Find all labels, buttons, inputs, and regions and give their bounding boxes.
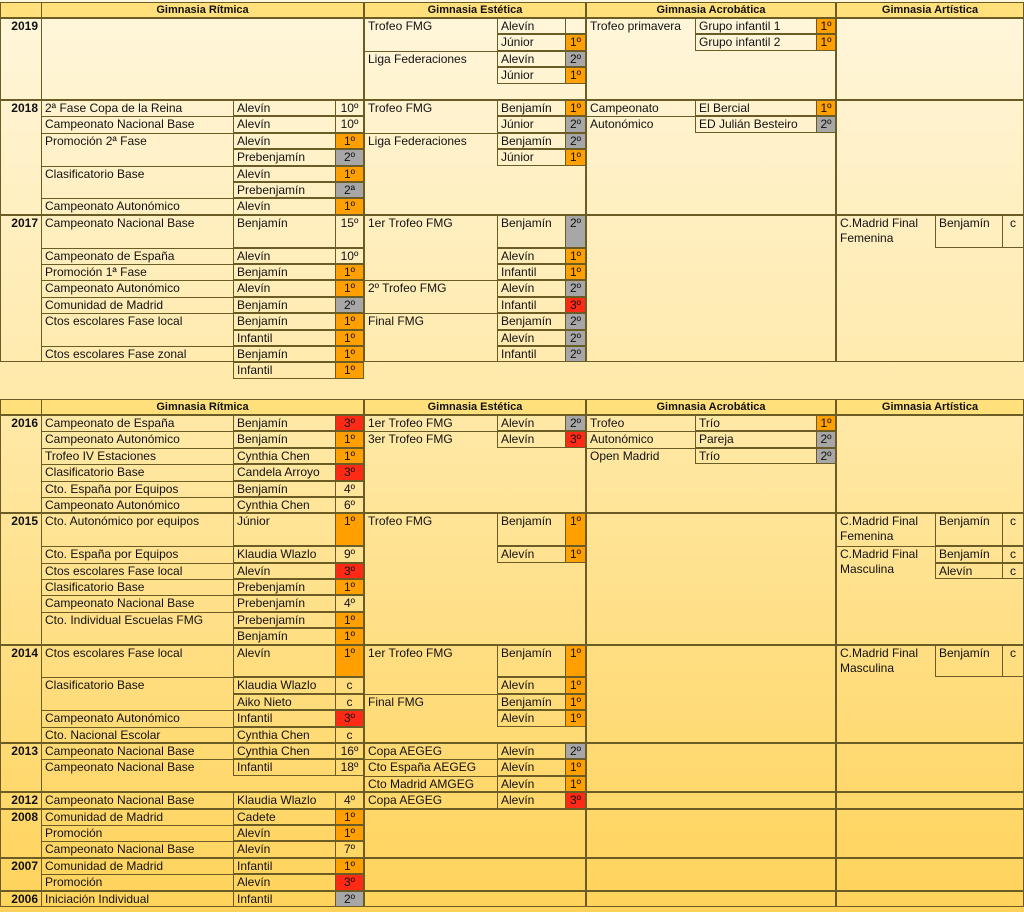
ritmica-competition: Ctos escolares Fase local xyxy=(41,563,233,579)
estetica-result: 2º xyxy=(565,313,586,329)
artistica-result: c xyxy=(1002,546,1024,562)
ritmica-competition: Cto. Nacional Escolar xyxy=(41,727,233,743)
acrobatica-result: 1º xyxy=(816,415,836,431)
acrobatica-competition: Autonómico xyxy=(586,431,695,447)
estetica-result: 1º xyxy=(565,710,586,726)
acrobatica-result: 1º xyxy=(816,34,836,50)
ritmica-category: Candela Arroyo xyxy=(233,464,335,480)
ritmica-result: 4º xyxy=(335,595,364,611)
estetica-category: Alevín xyxy=(497,743,565,759)
estetica-category: Benjamín xyxy=(497,694,565,710)
year-block-frame xyxy=(836,18,1024,100)
ritmica-result: 1º xyxy=(335,513,364,546)
artistica-result: c xyxy=(1002,563,1024,579)
year-block-frame xyxy=(586,792,836,808)
ritmica-competition: Ctos escolares Fase local xyxy=(41,313,233,329)
ritmica-result: 1º xyxy=(335,858,364,874)
acrobatica-result: 2º xyxy=(816,448,836,464)
estetica-category: Júnior xyxy=(497,34,565,50)
ritmica-result: 2º xyxy=(335,149,364,165)
estetica-result: 1º xyxy=(565,100,586,116)
year-block-frame xyxy=(836,743,1024,792)
estetica-category: Alevín xyxy=(497,51,565,67)
acrobatica-competition: Open Madrid xyxy=(586,448,695,464)
acrobatica-competition: Campeonato xyxy=(586,100,695,116)
ritmica-result: 1º xyxy=(335,809,364,825)
estetica-category: Alevín xyxy=(497,710,565,726)
acrobatica-category: Pareja xyxy=(695,431,816,447)
ritmica-result: 10º xyxy=(335,116,364,132)
acrobatica-category: Grupo infantil 2 xyxy=(695,34,816,50)
estetica-result: 3º xyxy=(565,792,586,808)
ritmica-competition: Campeonato Autonómico xyxy=(41,710,233,726)
year-label: 2012 xyxy=(0,792,41,808)
year-label: 2006 xyxy=(0,891,41,907)
ritmica-competition: Comunidad de Madrid xyxy=(41,809,233,825)
ritmica-result: 10º xyxy=(335,248,364,264)
header-0: Gimnasia Rítmica xyxy=(41,399,364,415)
ritmica-competition: 2ª Fase Copa de la Reina xyxy=(41,100,233,116)
estetica-category: Alevín xyxy=(497,280,565,296)
year-block-frame xyxy=(364,891,586,907)
ritmica-result: 1º xyxy=(335,166,364,182)
artistica-competition: C.Madrid Final Masculina xyxy=(836,546,935,579)
artistica-category: Benjamín xyxy=(935,513,1002,546)
header-3: Gimnasia Artística xyxy=(836,399,1024,415)
ritmica-category: Benjamín xyxy=(233,297,335,313)
year-block-frame xyxy=(586,645,836,743)
estetica-competition: Liga Federaciones xyxy=(364,133,497,149)
estetica-result xyxy=(565,18,586,34)
acrobatica-category: ED Julián Besteiro xyxy=(695,116,816,132)
header-1: Gimnasia Estética xyxy=(364,399,586,415)
ritmica-category: Alevín xyxy=(233,116,335,132)
ritmica-category: Prebenjamín xyxy=(233,579,335,595)
ritmica-result: c xyxy=(335,694,364,710)
ritmica-competition: Clasificatorio Base xyxy=(41,166,233,182)
estetica-category: Júnior xyxy=(497,67,565,83)
estetica-category: Infantil xyxy=(497,297,565,313)
year-block-frame xyxy=(586,743,836,792)
acrobatica-category: Grupo infantil 1 xyxy=(695,18,816,34)
ritmica-competition: Clasificatorio Base xyxy=(41,464,233,480)
year-label: 2016 xyxy=(0,415,41,513)
ritmica-result: 1º xyxy=(335,133,364,149)
ritmica-result: 9º xyxy=(335,546,364,562)
estetica-competition: 2º Trofeo FMG xyxy=(364,280,497,296)
ritmica-competition: Campeonato Nacional Base xyxy=(41,743,233,759)
year-label: 2014 xyxy=(0,645,41,743)
estetica-result: 1º xyxy=(565,677,586,693)
estetica-competition: Copa AEGEG xyxy=(364,792,497,808)
header-2: Gimnasia Acrobática xyxy=(586,2,836,18)
ritmica-category: Alevín xyxy=(233,645,335,678)
ritmica-category: Klaudia Wlazlo xyxy=(233,546,335,562)
estetica-competition: 1er Trofeo FMG xyxy=(364,415,497,431)
year-label: 2015 xyxy=(0,513,41,644)
ritmica-result: 18º xyxy=(335,759,364,775)
estetica-category: Alevín xyxy=(497,546,565,562)
ritmica-result: 1º xyxy=(335,346,364,362)
ritmica-category: Alevín xyxy=(233,825,335,841)
ritmica-competition: Campeonato Nacional Base xyxy=(41,841,233,857)
estetica-result: 3º xyxy=(565,431,586,447)
ritmica-category: Infantil xyxy=(233,710,335,726)
ritmica-category: Alevín xyxy=(233,100,335,116)
ritmica-category: Infantil xyxy=(233,362,335,378)
ritmica-result: 15º xyxy=(335,215,364,248)
ritmica-result: 3º xyxy=(335,415,364,431)
estetica-competition: Cto Madrid AMGEG xyxy=(364,776,497,792)
ritmica-category: Infantil xyxy=(233,759,335,775)
ritmica-category: Benjamín xyxy=(233,264,335,280)
ritmica-result: 1º xyxy=(335,825,364,841)
ritmica-result: 2º xyxy=(335,297,364,313)
ritmica-category: Benjamín xyxy=(233,415,335,431)
acrobatica-result: 2º xyxy=(816,431,836,447)
acrobatica-competition: Autonómico xyxy=(586,116,695,132)
year-label: 2008 xyxy=(0,809,41,858)
year-label: 2017 xyxy=(0,215,41,363)
estetica-category: Alevín xyxy=(497,248,565,264)
ritmica-competition: Campeonato de España xyxy=(41,415,233,431)
estetica-result: 3º xyxy=(565,297,586,313)
year-block-frame xyxy=(836,100,1024,215)
ritmica-category: Alevín xyxy=(233,166,335,182)
ritmica-competition: Campeonato de España xyxy=(41,248,233,264)
estetica-result: 1º xyxy=(565,248,586,264)
ritmica-competition: Cto. España por Equipos xyxy=(41,481,233,497)
estetica-result: 1º xyxy=(565,645,586,678)
estetica-competition: 3er Trofeo FMG xyxy=(364,431,497,447)
year-block-frame xyxy=(836,792,1024,808)
acrobatica-category: Trío xyxy=(695,415,816,431)
estetica-category: Benjamín xyxy=(497,100,565,116)
acrobatica-result: 2º xyxy=(816,116,836,132)
ritmica-competition: Cto. Individual Escuelas FMG xyxy=(41,612,233,628)
estetica-result: 1º xyxy=(565,759,586,775)
ritmica-category: Cynthia Chen xyxy=(233,448,335,464)
estetica-result: 2º xyxy=(565,116,586,132)
ritmica-category: Prebenjamín xyxy=(233,595,335,611)
ritmica-category: Benjamín xyxy=(233,346,335,362)
year-block-frame xyxy=(586,891,836,907)
header-3: Gimnasia Artística xyxy=(836,2,1024,18)
ritmica-result: 7º xyxy=(335,841,364,857)
estetica-category: Alevín xyxy=(497,759,565,775)
ritmica-result: 2ª xyxy=(335,182,364,198)
ritmica-category: Alevín xyxy=(233,133,335,149)
ritmica-category: Benjamín xyxy=(233,628,335,644)
ritmica-competition: Campeonato Nacional Base xyxy=(41,116,233,132)
ritmica-result: c xyxy=(335,727,364,743)
ritmica-result: 16º xyxy=(335,743,364,759)
ritmica-result: 6º xyxy=(335,497,364,513)
artistica-result: c xyxy=(1002,513,1024,546)
ritmica-result: 1º xyxy=(335,431,364,447)
estetica-category: Alevín xyxy=(497,415,565,431)
ritmica-result: 3º xyxy=(335,563,364,579)
artistica-category: Alevín xyxy=(935,563,1002,579)
ritmica-competition: Campeonato Autonómico xyxy=(41,431,233,447)
ritmica-competition: Trofeo IV Estaciones xyxy=(41,448,233,464)
artistica-category: Benjamín xyxy=(935,215,1002,248)
estetica-result: 1º xyxy=(565,513,586,546)
year-label: 2013 xyxy=(0,743,41,792)
ritmica-result: 3º xyxy=(335,874,364,890)
ritmica-result: 4º xyxy=(335,792,364,808)
estetica-result: 1º xyxy=(565,264,586,280)
ritmica-result: 1º xyxy=(335,330,364,346)
acrobatica-category: Trío xyxy=(695,448,816,464)
ritmica-category: Alevín xyxy=(233,198,335,214)
estetica-competition: Trofeo FMG xyxy=(364,513,497,546)
ritmica-category: Prebenjamín xyxy=(233,612,335,628)
header-2: Gimnasia Acrobática xyxy=(586,399,836,415)
ritmica-result: 2º xyxy=(335,891,364,907)
year-block-frame xyxy=(586,858,836,891)
acrobatica-competition: Trofeo primavera xyxy=(586,18,695,34)
ritmica-category: Júnior xyxy=(233,513,335,546)
estetica-competition: 1er Trofeo FMG xyxy=(364,645,497,678)
estetica-category: Júnior xyxy=(497,116,565,132)
estetica-result: 2º xyxy=(565,743,586,759)
ritmica-category: Alevín xyxy=(233,280,335,296)
ritmica-category: Prebenjamín xyxy=(233,182,335,198)
ritmica-result: c xyxy=(335,677,364,693)
year-block-frame xyxy=(364,858,586,891)
estetica-result: 1º xyxy=(565,67,586,83)
ritmica-result: 1º xyxy=(335,313,364,329)
year-label: 2019 xyxy=(0,18,41,100)
ritmica-category: Klaudia Wlazlo xyxy=(233,792,335,808)
header-year-blank xyxy=(0,2,41,18)
ritmica-competition: Ctos escolares Fase local xyxy=(41,645,233,678)
artistica-category: Benjamín xyxy=(935,645,1002,678)
ritmica-result: 1º xyxy=(335,264,364,280)
estetica-result: 1º xyxy=(565,149,586,165)
ritmica-category: Alevín xyxy=(233,841,335,857)
estetica-category: Infantil xyxy=(497,346,565,362)
estetica-category: Alevín xyxy=(497,776,565,792)
ritmica-category: Infantil xyxy=(233,330,335,346)
acrobatica-result: 1º xyxy=(816,100,836,116)
header-0: Gimnasia Rítmica xyxy=(41,2,364,18)
ritmica-result: 1º xyxy=(335,579,364,595)
ritmica-competition: Iniciación Individual xyxy=(41,891,233,907)
ritmica-category: Alevín xyxy=(233,874,335,890)
year-block-frame xyxy=(41,18,364,100)
estetica-competition: Liga Federaciones xyxy=(364,51,497,67)
header-1: Gimnasia Estética xyxy=(364,2,586,18)
ritmica-result: 3º xyxy=(335,710,364,726)
estetica-category: Júnior xyxy=(497,149,565,165)
estetica-result: 1º xyxy=(565,546,586,562)
estetica-result: 2º xyxy=(565,415,586,431)
ritmica-category: Benjamín xyxy=(233,313,335,329)
estetica-competition: Trofeo FMG xyxy=(364,18,497,34)
ritmica-competition: Campeonato Nacional Base xyxy=(41,215,233,248)
ritmica-category: Prebenjamín xyxy=(233,149,335,165)
estetica-competition: Copa AEGEG xyxy=(364,743,497,759)
ritmica-category: Benjamín xyxy=(233,431,335,447)
ritmica-result: 1º xyxy=(335,645,364,678)
year-block-frame xyxy=(836,891,1024,907)
estetica-competition: 1er Trofeo FMG xyxy=(364,215,497,248)
ritmica-category: Alevín xyxy=(233,563,335,579)
year-block-frame xyxy=(836,415,1024,513)
ritmica-category: Cynthia Chen xyxy=(233,497,335,513)
estetica-category: Infantil xyxy=(497,264,565,280)
ritmica-competition: Campeonato Autonómico xyxy=(41,280,233,296)
year-block-frame xyxy=(364,809,586,858)
estetica-category: Alevín xyxy=(497,330,565,346)
year-block-frame xyxy=(586,809,836,858)
year-block-frame xyxy=(586,215,836,363)
ritmica-result: 1º xyxy=(335,628,364,644)
estetica-category: Alevín xyxy=(497,677,565,693)
artistica-category: Benjamín xyxy=(935,546,1002,562)
acrobatica-competition: Trofeo xyxy=(586,415,695,431)
estetica-category: Benjamín xyxy=(497,313,565,329)
ritmica-category: Cynthia Chen xyxy=(233,743,335,759)
acrobatica-result: 1º xyxy=(816,18,836,34)
acrobatica-category: El Bercial xyxy=(695,100,816,116)
artistica-competition: C.Madrid Final Femenina xyxy=(836,513,935,546)
estetica-result: 2º xyxy=(565,215,586,248)
estetica-result: 2º xyxy=(565,133,586,149)
estetica-competition: Cto España AEGEG xyxy=(364,759,497,775)
estetica-category: Alevín xyxy=(497,18,565,34)
estetica-category: Alevín xyxy=(497,431,565,447)
ritmica-category: Cadete xyxy=(233,809,335,825)
estetica-result: 2º xyxy=(565,346,586,362)
estetica-category: Benjamín xyxy=(497,513,565,546)
header-year-blank xyxy=(0,399,41,415)
artistica-result: c xyxy=(1002,215,1024,248)
year-block-frame xyxy=(586,513,836,644)
ritmica-result: 1º xyxy=(335,280,364,296)
ritmica-competition: Cto. Autonómico por equipos xyxy=(41,513,233,546)
ritmica-competition: Campeonato Nacional Base xyxy=(41,759,233,775)
ritmica-competition: Promoción 2ª Fase xyxy=(41,133,233,149)
estetica-result: 1º xyxy=(565,34,586,50)
estetica-competition: Final FMG xyxy=(364,313,497,329)
ritmica-category: Cynthia Chen xyxy=(233,727,335,743)
ritmica-result: 1º xyxy=(335,198,364,214)
ritmica-category: Infantil xyxy=(233,858,335,874)
ritmica-competition: Cto. España por Equipos xyxy=(41,546,233,562)
year-block-frame xyxy=(836,809,1024,858)
ritmica-competition: Promoción xyxy=(41,825,233,841)
estetica-result: 1º xyxy=(565,694,586,710)
ritmica-competition: Comunidad de Madrid xyxy=(41,297,233,313)
ritmica-competition: Ctos escolares Fase zonal xyxy=(41,346,233,362)
ritmica-result: 3º xyxy=(335,464,364,480)
ritmica-category: Benjamín xyxy=(233,215,335,248)
estetica-competition: Trofeo FMG xyxy=(364,100,497,116)
year-block-frame xyxy=(836,858,1024,891)
ritmica-competition: Clasificatorio Base xyxy=(41,579,233,595)
ritmica-competition: Promoción xyxy=(41,874,233,890)
ritmica-result: 1º xyxy=(335,362,364,378)
ritmica-competition: Comunidad de Madrid xyxy=(41,858,233,874)
estetica-category: Benjamín xyxy=(497,645,565,678)
ritmica-category: Klaudia Wlazlo xyxy=(233,677,335,693)
ritmica-competition: Clasificatorio Base xyxy=(41,677,233,693)
estetica-result: 2º xyxy=(565,51,586,67)
estetica-competition: Final FMG xyxy=(364,694,497,710)
ritmica-category: Aiko Nieto xyxy=(233,694,335,710)
estetica-category: Alevín xyxy=(497,792,565,808)
estetica-result: 2º xyxy=(565,280,586,296)
artistica-result: c xyxy=(1002,645,1024,678)
ritmica-result: 4º xyxy=(335,481,364,497)
ritmica-competition: Campeonato Autonómico xyxy=(41,497,233,513)
artistica-competition: C.Madrid Final Masculina xyxy=(836,645,935,678)
ritmica-competition: Campeonato Autonómico xyxy=(41,198,233,214)
ritmica-category: Benjamín xyxy=(233,481,335,497)
ritmica-competition: Campeonato Nacional Base xyxy=(41,595,233,611)
ritmica-result: 10º xyxy=(335,100,364,116)
estetica-category: Benjamín xyxy=(497,133,565,149)
estetica-category: Benjamín xyxy=(497,215,565,248)
artistica-competition: C.Madrid Final Femenina xyxy=(836,215,935,248)
ritmica-competition: Promoción 1ª Fase xyxy=(41,264,233,280)
ritmica-category: Infantil xyxy=(233,891,335,907)
estetica-result: 2º xyxy=(565,330,586,346)
ritmica-category: Alevín xyxy=(233,248,335,264)
ritmica-result: 1º xyxy=(335,612,364,628)
ritmica-result: 1º xyxy=(335,448,364,464)
estetica-result: 1º xyxy=(565,776,586,792)
ritmica-competition: Campeonato Nacional Base xyxy=(41,792,233,808)
year-label: 2007 xyxy=(0,858,41,891)
year-label: 2018 xyxy=(0,100,41,215)
